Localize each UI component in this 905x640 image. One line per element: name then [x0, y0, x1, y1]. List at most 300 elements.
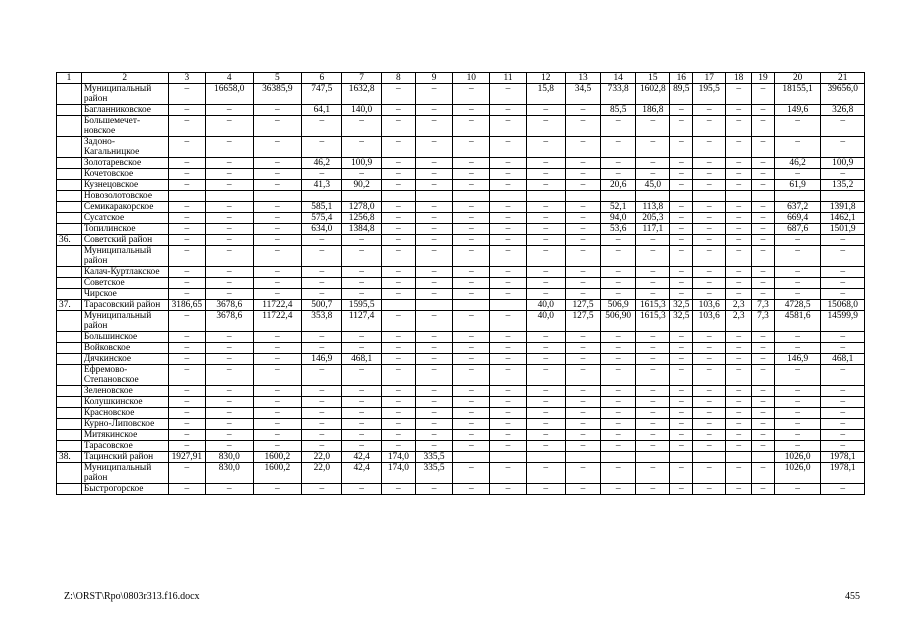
value-cell: – [693, 354, 726, 365]
value-cell: – [453, 202, 490, 213]
territory-name: Быстрогорское [81, 484, 168, 495]
row-number [57, 397, 82, 408]
row-number [57, 386, 82, 397]
value-cell: – [381, 246, 415, 267]
value-cell: 11722,4 [253, 311, 302, 332]
table-row [57, 430, 865, 441]
value-cell: – [752, 463, 775, 484]
value-cell: 500,7 [302, 300, 342, 311]
value-cell: – [774, 419, 821, 430]
value-cell: 94,0 [601, 213, 636, 224]
value-cell: 1026,0 [774, 463, 821, 484]
value-cell: – [253, 224, 302, 235]
value-cell: – [453, 137, 490, 158]
value-cell: – [490, 343, 526, 354]
value-cell: – [670, 224, 693, 235]
value-cell [670, 452, 693, 463]
value-cell: – [636, 137, 670, 158]
value-cell: – [670, 267, 693, 278]
row-number [57, 332, 82, 343]
value-cell: – [415, 408, 452, 419]
value-cell: – [693, 246, 726, 267]
value-cell: – [381, 267, 415, 278]
value-cell: – [381, 213, 415, 224]
value-cell: – [601, 246, 636, 267]
value-cell: – [601, 289, 636, 300]
territory-name: Кузнецовское [81, 180, 168, 191]
territory-name: Зеленовское [81, 386, 168, 397]
value-cell: – [453, 267, 490, 278]
value-cell: – [565, 278, 600, 289]
value-cell: – [205, 278, 253, 289]
value-cell: – [526, 180, 565, 191]
value-cell: – [490, 289, 526, 300]
value-cell: 18155,1 [774, 84, 821, 105]
value-cell: – [342, 289, 381, 300]
value-cell: – [342, 365, 381, 386]
territory-name: Семикаракорское [81, 202, 168, 213]
value-cell: 1600,2 [253, 452, 302, 463]
value-cell: – [526, 354, 565, 365]
row-number [57, 343, 82, 354]
value-cell: 46,2 [774, 158, 821, 169]
value-cell: – [636, 354, 670, 365]
value-cell: – [670, 116, 693, 137]
column-header: 15 [636, 73, 670, 84]
value-cell: 326,8 [821, 105, 865, 116]
value-cell: 149,6 [774, 105, 821, 116]
value-cell: – [490, 169, 526, 180]
value-cell: – [693, 386, 726, 397]
value-cell: – [302, 235, 342, 246]
value-cell: – [693, 267, 726, 278]
value-cell: – [565, 180, 600, 191]
value-cell: – [636, 441, 670, 452]
value-cell [381, 300, 415, 311]
page-number: 455 [845, 591, 860, 602]
value-cell: – [821, 419, 865, 430]
value-cell: – [601, 386, 636, 397]
value-cell: – [601, 332, 636, 343]
value-cell: – [415, 169, 452, 180]
value-cell: – [752, 278, 775, 289]
value-cell: – [821, 116, 865, 137]
value-cell: – [415, 397, 452, 408]
value-cell: – [253, 235, 302, 246]
table-row [57, 202, 865, 213]
value-cell: 146,9 [302, 354, 342, 365]
value-cell: – [601, 408, 636, 419]
value-cell: – [693, 430, 726, 441]
value-cell: – [415, 386, 452, 397]
value-cell: – [636, 169, 670, 180]
value-cell: 100,9 [342, 158, 381, 169]
value-cell: – [774, 386, 821, 397]
value-cell: – [168, 419, 205, 430]
value-cell: 41,3 [302, 180, 342, 191]
value-cell: – [415, 354, 452, 365]
value-cell: – [253, 397, 302, 408]
value-cell: 1391,8 [821, 202, 865, 213]
value-cell: – [601, 441, 636, 452]
value-cell: – [636, 419, 670, 430]
table-row [57, 267, 865, 278]
value-cell: – [205, 354, 253, 365]
value-cell: 506,9 [601, 300, 636, 311]
value-cell: – [670, 484, 693, 495]
value-cell: – [168, 365, 205, 386]
value-cell: 32,5 [670, 311, 693, 332]
value-cell: 15068,0 [821, 300, 865, 311]
territory-name: Кочетовское [81, 169, 168, 180]
value-cell: – [693, 441, 726, 452]
row-number [57, 408, 82, 419]
value-cell: – [342, 397, 381, 408]
value-cell: – [415, 365, 452, 386]
value-cell: – [381, 441, 415, 452]
value-cell: – [381, 105, 415, 116]
value-cell: – [726, 365, 752, 386]
value-cell: – [526, 419, 565, 430]
row-number [57, 137, 82, 158]
value-cell: – [490, 397, 526, 408]
value-cell: – [205, 419, 253, 430]
value-cell: – [490, 202, 526, 213]
value-cell: – [302, 365, 342, 386]
table-row [57, 397, 865, 408]
value-cell: – [490, 267, 526, 278]
value-cell: 40,0 [526, 311, 565, 332]
value-cell: – [752, 202, 775, 213]
value-cell [205, 191, 253, 202]
value-cell: 174,0 [381, 452, 415, 463]
value-cell: – [821, 365, 865, 386]
value-cell: – [381, 311, 415, 332]
value-cell: – [726, 235, 752, 246]
value-cell: 113,8 [636, 202, 670, 213]
value-cell: – [526, 397, 565, 408]
value-cell: – [693, 278, 726, 289]
territory-name: Дячкинское [81, 354, 168, 365]
value-cell: – [526, 365, 565, 386]
value-cell: – [821, 397, 865, 408]
value-cell: – [490, 180, 526, 191]
value-cell: – [670, 278, 693, 289]
value-cell: – [752, 224, 775, 235]
value-cell: – [453, 397, 490, 408]
table-row [57, 311, 865, 332]
territory-name: Красновское [81, 408, 168, 419]
value-cell: – [490, 386, 526, 397]
territory-name: Муниципальный район [81, 246, 168, 267]
value-cell: – [415, 332, 452, 343]
value-cell: – [636, 116, 670, 137]
value-cell: – [726, 354, 752, 365]
column-header: 19 [752, 73, 775, 84]
value-cell: – [601, 169, 636, 180]
value-cell: – [381, 202, 415, 213]
territory-name: Тацинский район [81, 452, 168, 463]
value-cell: 1632,8 [342, 84, 381, 105]
value-cell: – [342, 235, 381, 246]
value-cell: – [302, 386, 342, 397]
value-cell: – [601, 137, 636, 158]
value-cell: 575,4 [302, 213, 342, 224]
value-cell: 4728,5 [774, 300, 821, 311]
territory-name: Большемечет-новское [81, 116, 168, 137]
value-cell: – [415, 235, 452, 246]
value-cell: – [670, 246, 693, 267]
row-number: 38. [57, 452, 82, 463]
value-cell: – [726, 84, 752, 105]
value-cell: – [726, 137, 752, 158]
value-cell: – [168, 397, 205, 408]
value-cell: – [693, 397, 726, 408]
value-cell: – [693, 484, 726, 495]
value-cell: – [726, 289, 752, 300]
value-cell: – [526, 343, 565, 354]
value-cell: – [168, 354, 205, 365]
value-cell: – [205, 386, 253, 397]
value-cell: – [253, 441, 302, 452]
territory-name: Ефремово-Степановское [81, 365, 168, 386]
value-cell [526, 191, 565, 202]
value-cell [415, 300, 452, 311]
value-cell: – [205, 397, 253, 408]
value-cell: – [821, 386, 865, 397]
value-cell: – [526, 430, 565, 441]
value-cell: 468,1 [821, 354, 865, 365]
value-cell: 585,1 [302, 202, 342, 213]
value-cell: – [490, 246, 526, 267]
row-number [57, 484, 82, 495]
value-cell: – [774, 137, 821, 158]
value-cell: – [168, 180, 205, 191]
value-cell: – [342, 484, 381, 495]
value-cell: – [693, 408, 726, 419]
table-row [57, 180, 865, 191]
value-cell: 1256,8 [342, 213, 381, 224]
row-number [57, 365, 82, 386]
value-cell: – [726, 463, 752, 484]
value-cell: – [526, 235, 565, 246]
value-cell: – [752, 430, 775, 441]
value-cell [565, 191, 600, 202]
value-cell: – [774, 365, 821, 386]
value-cell [168, 191, 205, 202]
value-cell: – [774, 246, 821, 267]
value-cell: – [490, 224, 526, 235]
row-number [57, 441, 82, 452]
value-cell: – [821, 267, 865, 278]
value-cell: – [670, 202, 693, 213]
value-cell: – [726, 419, 752, 430]
value-cell: – [636, 463, 670, 484]
value-cell: 468,1 [342, 354, 381, 365]
table-row [57, 419, 865, 430]
value-cell: – [490, 278, 526, 289]
territory-name: Багланниковское [81, 105, 168, 116]
value-cell: – [693, 137, 726, 158]
value-cell: – [821, 235, 865, 246]
value-cell: – [302, 332, 342, 343]
value-cell: – [726, 105, 752, 116]
value-cell: – [453, 386, 490, 397]
value-cell: – [168, 202, 205, 213]
value-cell: – [168, 213, 205, 224]
value-cell: – [253, 105, 302, 116]
value-cell: 64,1 [302, 105, 342, 116]
value-cell: – [752, 354, 775, 365]
value-cell: 127,5 [565, 311, 600, 332]
value-cell: – [205, 180, 253, 191]
value-cell: – [381, 289, 415, 300]
value-cell [302, 191, 342, 202]
value-cell: – [490, 213, 526, 224]
value-cell: – [453, 84, 490, 105]
territory-name: Калач-Куртлакское [81, 267, 168, 278]
value-cell: – [168, 267, 205, 278]
value-cell: 22,0 [302, 463, 342, 484]
table-row [57, 452, 865, 463]
value-cell: 669,4 [774, 213, 821, 224]
value-cell: – [526, 116, 565, 137]
value-cell: – [205, 202, 253, 213]
value-cell [601, 452, 636, 463]
value-cell: – [302, 343, 342, 354]
value-cell: 20,6 [601, 180, 636, 191]
value-cell: – [774, 332, 821, 343]
column-header: 14 [601, 73, 636, 84]
value-cell: – [168, 332, 205, 343]
value-cell: – [774, 267, 821, 278]
value-cell: 3678,6 [205, 311, 253, 332]
value-cell: 1026,0 [774, 452, 821, 463]
value-cell: – [693, 116, 726, 137]
value-cell: – [168, 246, 205, 267]
row-number [57, 278, 82, 289]
row-number [57, 105, 82, 116]
column-header: 17 [693, 73, 726, 84]
table-row [57, 300, 865, 311]
value-cell: – [565, 224, 600, 235]
value-cell: – [205, 343, 253, 354]
value-cell: – [415, 116, 452, 137]
territory-name: Сусатское [81, 213, 168, 224]
value-cell: – [381, 430, 415, 441]
value-cell: 1600,2 [253, 463, 302, 484]
value-cell: – [693, 169, 726, 180]
value-cell: – [205, 267, 253, 278]
value-cell: – [726, 246, 752, 267]
value-cell [415, 191, 452, 202]
value-cell: – [415, 311, 452, 332]
value-cell: – [726, 116, 752, 137]
value-cell: – [752, 235, 775, 246]
value-cell: – [693, 289, 726, 300]
value-cell: – [302, 430, 342, 441]
value-cell: 135,2 [821, 180, 865, 191]
value-cell: 637,2 [774, 202, 821, 213]
value-cell: – [693, 158, 726, 169]
territory-name: Колушкинское [81, 397, 168, 408]
territory-name: Войковское [81, 343, 168, 354]
value-cell: – [253, 137, 302, 158]
value-cell: – [752, 169, 775, 180]
value-cell: – [752, 343, 775, 354]
value-cell [752, 191, 775, 202]
value-cell: – [565, 105, 600, 116]
value-cell: 14599,9 [821, 311, 865, 332]
value-cell: – [601, 397, 636, 408]
value-cell: – [774, 441, 821, 452]
value-cell: 52,1 [601, 202, 636, 213]
value-cell: – [205, 213, 253, 224]
value-cell: – [205, 224, 253, 235]
value-cell: – [636, 267, 670, 278]
value-cell: – [381, 332, 415, 343]
value-cell: – [302, 169, 342, 180]
value-cell: – [526, 289, 565, 300]
value-cell: – [636, 430, 670, 441]
column-header: 2 [81, 73, 168, 84]
column-header: 10 [453, 73, 490, 84]
value-cell: – [342, 332, 381, 343]
value-cell: 747,5 [302, 84, 342, 105]
value-cell: – [381, 169, 415, 180]
value-cell: – [342, 169, 381, 180]
value-cell: 1978,1 [821, 452, 865, 463]
value-cell: – [670, 408, 693, 419]
territory-name: Муниципальный район [81, 84, 168, 105]
value-cell: – [726, 180, 752, 191]
value-cell: – [490, 332, 526, 343]
value-cell: – [415, 419, 452, 430]
column-header: 6 [302, 73, 342, 84]
value-cell: – [752, 246, 775, 267]
value-cell: – [415, 158, 452, 169]
value-cell: – [415, 289, 452, 300]
table-row [57, 84, 865, 105]
value-cell: – [526, 441, 565, 452]
value-cell: – [752, 419, 775, 430]
value-cell: – [453, 180, 490, 191]
value-cell: 61,9 [774, 180, 821, 191]
value-cell: – [636, 158, 670, 169]
value-cell: – [821, 246, 865, 267]
value-cell: 34,5 [565, 84, 600, 105]
value-cell: – [205, 332, 253, 343]
value-cell: – [415, 84, 452, 105]
value-cell: – [670, 397, 693, 408]
value-cell: – [453, 365, 490, 386]
table-row [57, 278, 865, 289]
column-header: 12 [526, 73, 565, 84]
value-cell: – [526, 484, 565, 495]
value-cell: – [381, 235, 415, 246]
column-header: 1 [57, 73, 82, 84]
territory-name: Советское [81, 278, 168, 289]
value-cell: – [342, 278, 381, 289]
value-cell: – [821, 430, 865, 441]
value-cell: 32,5 [670, 300, 693, 311]
value-cell: – [821, 289, 865, 300]
value-cell: – [453, 354, 490, 365]
value-cell: – [205, 116, 253, 137]
value-cell: – [453, 246, 490, 267]
value-cell: – [752, 105, 775, 116]
value-cell: – [342, 441, 381, 452]
